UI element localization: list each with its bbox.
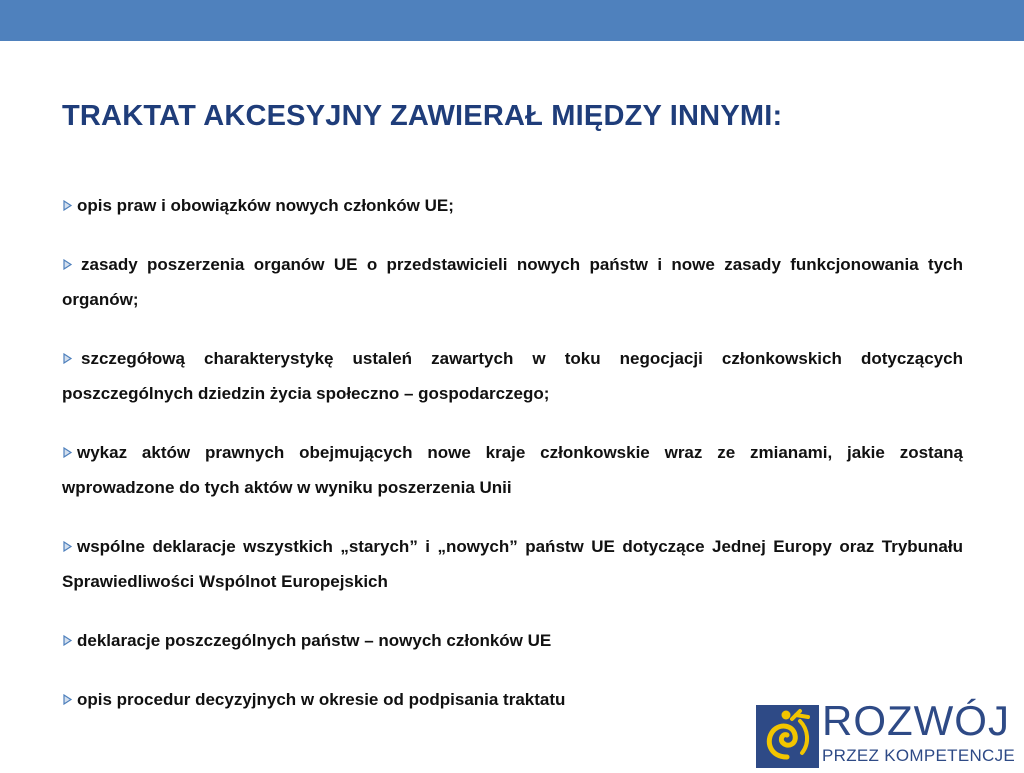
bullet-item [62,247,963,317]
rozwoj-logo [756,699,1024,768]
bullet-item [62,435,963,505]
bullet-item [62,341,963,411]
arrow-bullet-icon [62,635,73,646]
spiral-figure-logo-icon [756,705,819,768]
bullet-text: deklaracje poszczególnych państw – nowych członków UE [77,631,552,650]
bullet-text: szczegółową charakterystykę ustaleń zawartych w toku negocjacji członkowskich dotyczących poszczególnych dziedzin życia społeczno – gospodarczego; [62,349,963,403]
logo-wordmark: ROZWÓJ [822,697,1010,744]
arrow-bullet-icon [62,259,73,270]
bullet-text: wspólne deklaracje wszystkich „starych” i „nowych” państw UE dotyczące Jednej Europy oraz Trybunału Sprawiedliwości Wspólnot Europejskich [62,537,963,591]
bullet-text: zasady poszerzenia organów UE o przedstawicieli nowych państw i nowe zasady funkcjonowania tych organów; [62,255,963,309]
logo-subtitle: PRZEZ KOMPETENCJE [822,746,1016,765]
arrow-bullet-icon [62,200,73,211]
arrow-bullet-icon [62,447,73,458]
arrow-bullet-icon [62,541,73,552]
arrow-bullet-icon [62,694,73,705]
bullet-text: opis procedur decyzyjnych w okresie od podpisania traktatu [77,690,566,709]
bullet-item [62,188,963,223]
top-accent-bar [0,0,1024,41]
slide-title: TRAKTAT AKCESYJNY ZAWIERAŁ MIĘDZY INNYMI: [62,100,783,132]
bullet-list [62,188,963,741]
arrow-bullet-icon [62,353,73,364]
bullet-text: opis praw i obowiązków nowych członków UE; [77,196,454,215]
bullet-item [62,623,963,658]
bullet-text: wykaz aktów prawnych obejmujących nowe kraje członkowskie wraz ze zmianami, jakie zostaną wprowadzone do tych aktów w wyniku poszerzenia Unii [62,443,963,497]
bullet-item [62,529,963,599]
